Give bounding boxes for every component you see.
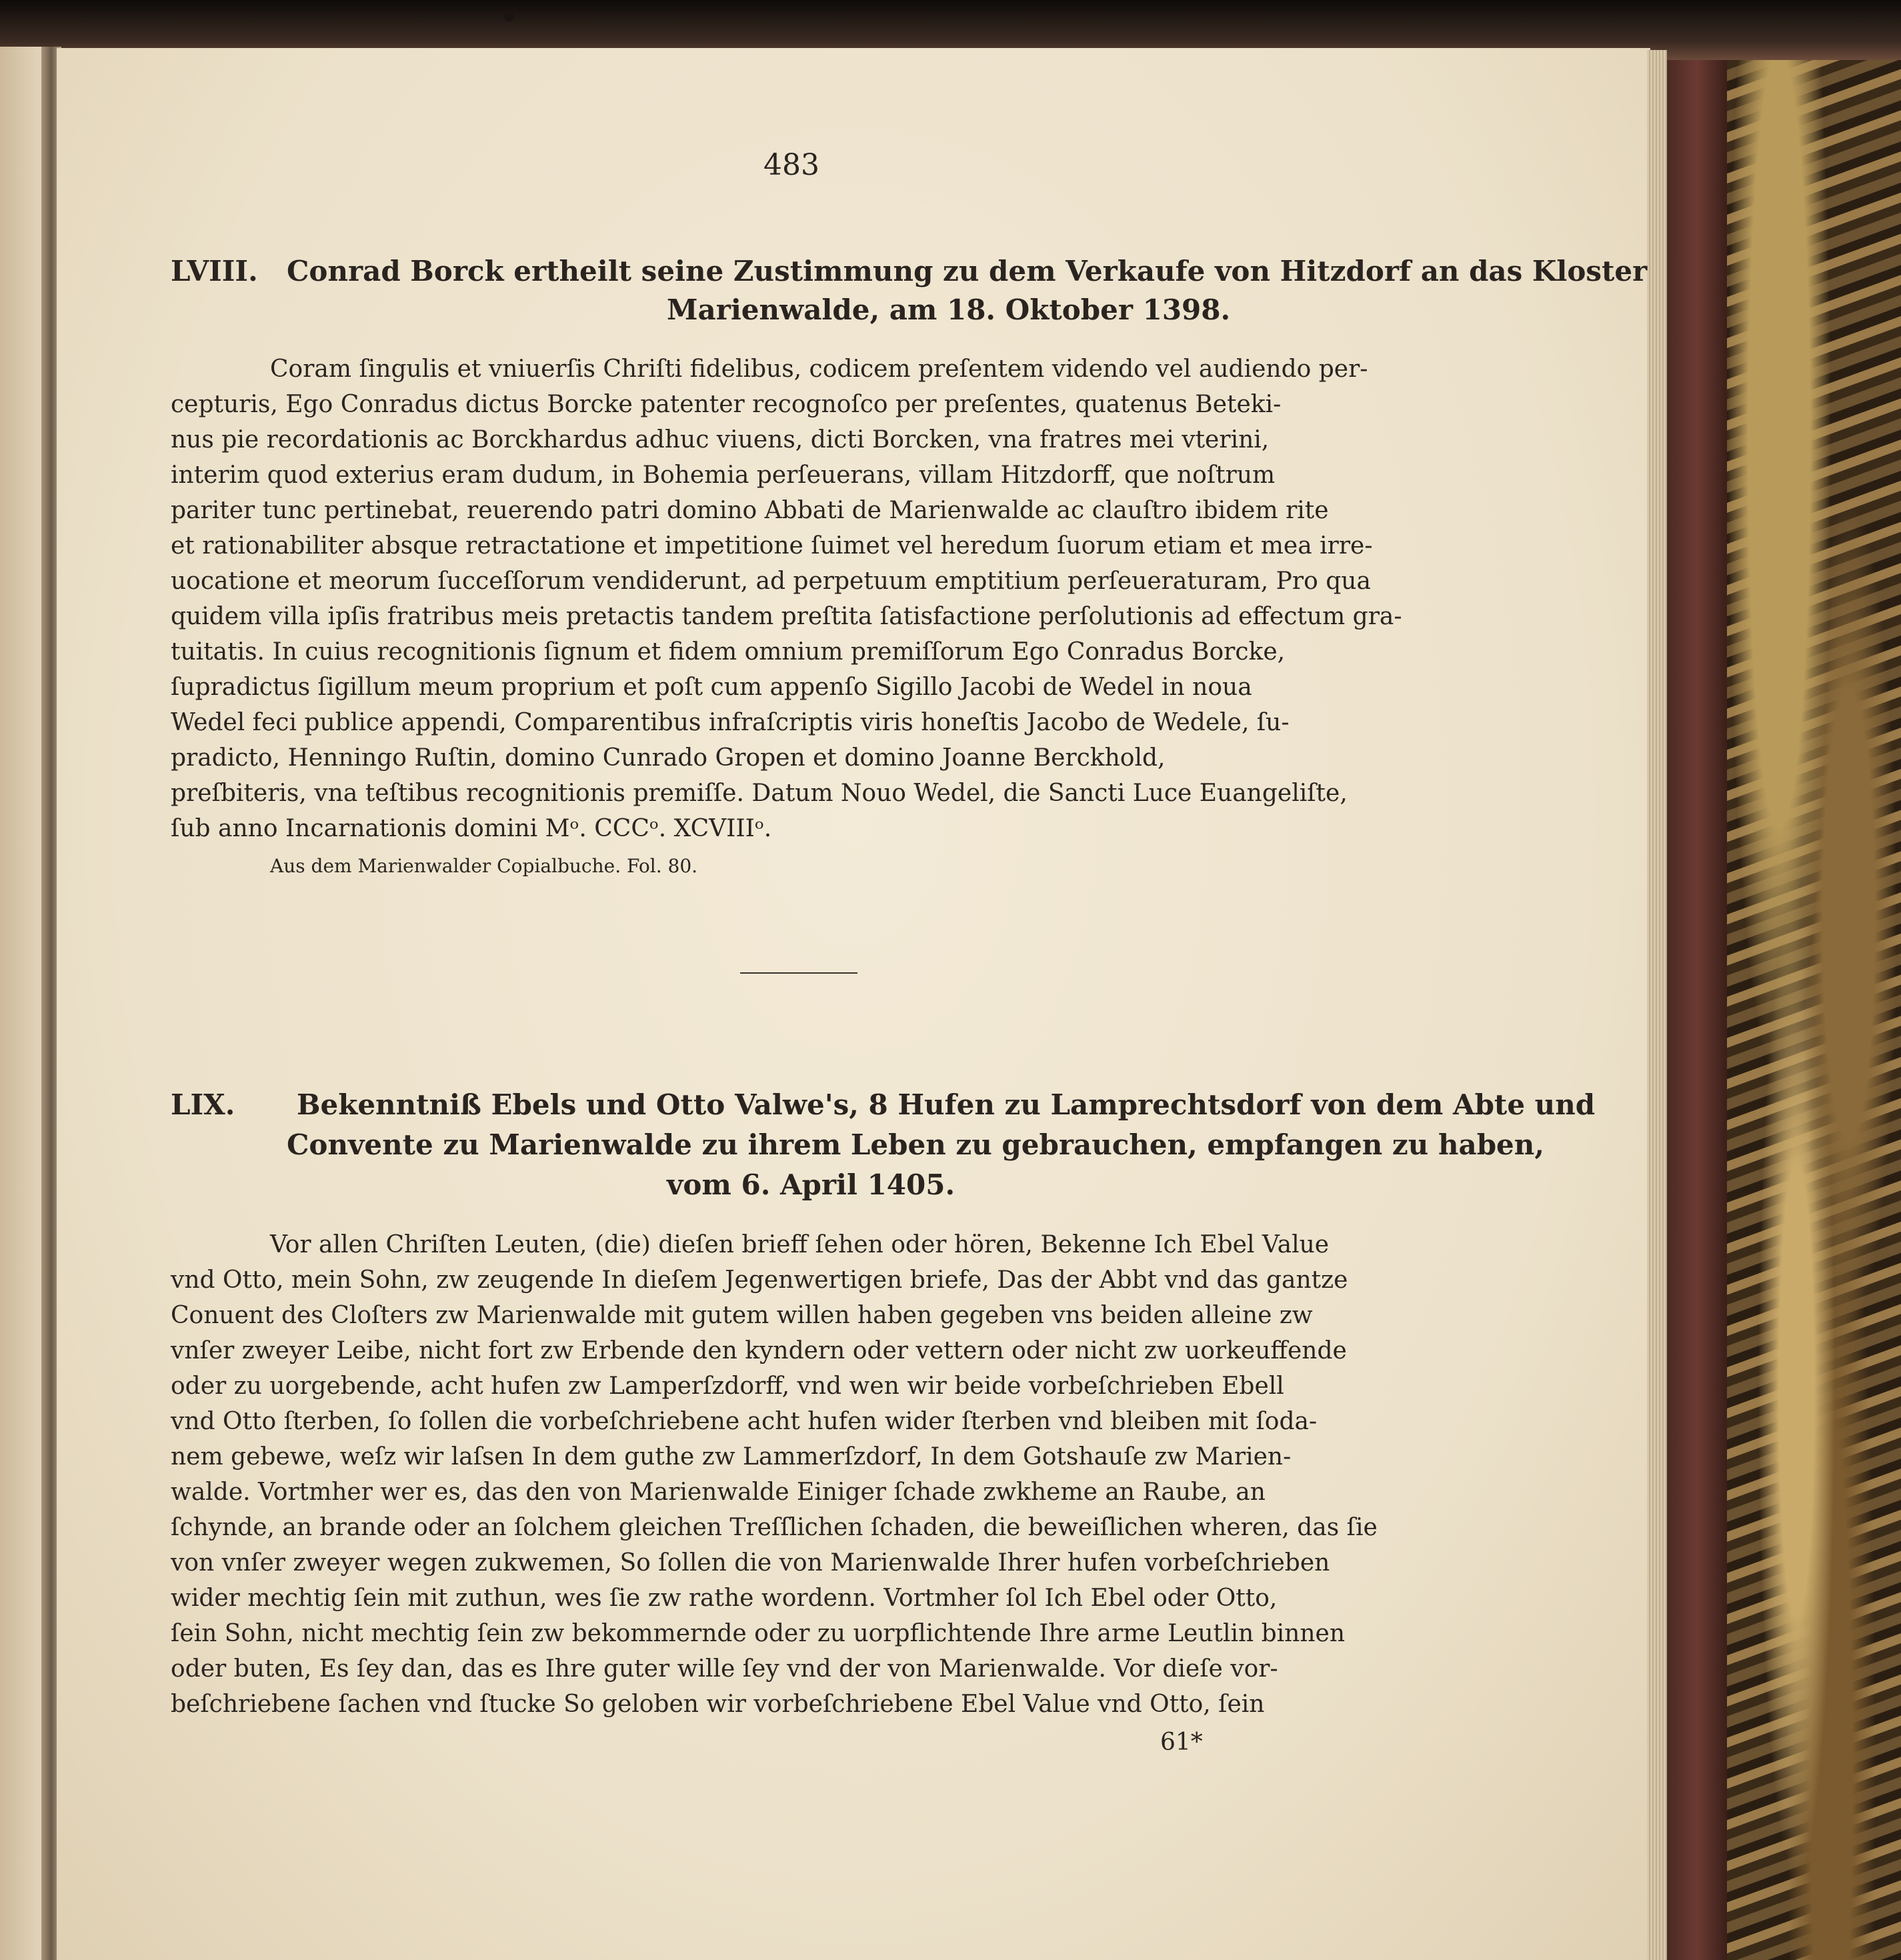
text-line: Wedel feci publice appendi, Comparentibus infraſcriptis viris honeſtis Jacobo de Wedele, ſu- [171, 709, 1290, 736]
text-line: nem gebewe, weſz wir laſsen In dem guthe zw Lammerſzdorf, In dem Gotshauſe zw Marien- [171, 1443, 1292, 1471]
text-line: von vnſer zweyer wegen zukwemen, So ſollen die von Marienwalde Ihrer hufen vorbeſchrieben [171, 1549, 1330, 1577]
text-line: oder buten, Es ſey dan, das es Ihre guter wille ſey vnd der von Marienwalde. Vor dieſe vor- [171, 1655, 1278, 1683]
text-line: vnd Otto ſterben, ſo ſollen die vorbeſchriebene acht hufen wider ſterben vnd bleiben mit ſoda- [171, 1408, 1318, 1435]
text-line: pariter tunc pertinebat, reuerendo patri domino Abbati de Marienwalde ac clauſtro ibidem rite [171, 497, 1329, 524]
marbled-cover [1727, 60, 1901, 1960]
text-line: oder zu uorgebende, acht hufen zw Lamperſzdorff, vnd wen wir beide vorbeſchrieben Ebell [171, 1372, 1284, 1400]
page-edges [1647, 50, 1667, 1960]
section-title-line: vom 6. April 1405. [667, 1168, 956, 1201]
text-line: uocatione et meorum ſucceſſorum vendiderunt, ad perpetuum emptitium perſeueraturam, Pro qua [171, 568, 1371, 595]
text-line: ſub anno Incarnationis domini Mᵒ. CCCᵒ. XCVIIIᵒ. [171, 815, 772, 842]
text-line: quidem villa ipſis fratribus meis pretactis tandem preſtita ſatisfactione perſolutionis ad effectum gra- [171, 603, 1402, 630]
text-line: Coram ſingulis et vniuerſis Chriſti fidelibus, codicem preſentem videndo vel audiendo per- [270, 355, 1368, 383]
text-line: ſein Sohn, nicht mechtig ſein zw bekommernde oder zu uorpflichtende Ihre arme Leutlin binnen [171, 1620, 1346, 1647]
text-line: ſupradictus ſigillum meum proprium et poſt cum appenſo Sigillo Jacobi de Wedel in noua [171, 674, 1252, 701]
text-line: vnſer zweyer Leibe, nicht fort zw Erbende den kyndern oder vettern oder nicht zw uorkeuffende [171, 1337, 1347, 1364]
text-line: et rationabiliter absque retractatione et impetitione ſuimet vel heredum ſuorum etiam et mea irre- [171, 532, 1373, 560]
binding-dot [505, 12, 514, 21]
text-line: walde. Vortmher wer es, das den von Marienwalde Einiger ſchade zwkheme an Raube, an [171, 1479, 1266, 1506]
section-title-line: Convente zu Marienwalde zu ihrem Leben zu gebrauchen, empfangen zu haben, [287, 1128, 1544, 1161]
section-divider [740, 972, 857, 974]
section-number: LVIII. [171, 255, 258, 287]
text-line: beſchriebene ſachen vnd ſtucke So geloben wir vorbeſchriebene Ebel Value vnd Otto, ſein [171, 1691, 1265, 1718]
section-title-line: Bekenntniß Ebels und Otto Valwe's, 8 Hufen zu Lamprechtsdorf von dem Abte und [297, 1088, 1596, 1121]
source-note: Aus dem Marienwalder Copialbuche. Fol. 80. [270, 855, 698, 877]
section-title-line: Marienwalde, am 18. Oktober 1398. [667, 293, 1231, 326]
text-line: ſchynde, an brande oder an ſolchem gleichen Treſſlichen ſchaden, die beweiſlichen wheren, das ſie [171, 1514, 1378, 1541]
section-title-line: Conrad Borck ertheilt seine Zustimmung zu dem Verkaufe von Hitzdorf an das Kloster [287, 255, 1648, 287]
text-line: vnd Otto, mein Sohn, zw zeugende In dieſem Jegenwertigen briefe, Das der Abbt vnd das gantze [171, 1266, 1348, 1294]
text-line: cepturis, Ego Conradus dictus Borcke patenter recognoſco per preſentes, quatenus Beteki- [171, 391, 1282, 418]
section-number: LIX. [171, 1088, 235, 1121]
text-line: Vor allen Chriſten Leuten, (die) dieſen brieff ſehen oder hören, Bekenne Ich Ebel Value [270, 1231, 1330, 1258]
page-number: 483 [763, 148, 819, 182]
text-line: nus pie recordationis ac Borckhardus adhuc viuens, dicti Borcken, vna fratres mei vterini, [171, 426, 1270, 453]
signature-mark: 61* [1160, 1729, 1203, 1756]
leather-binding [1667, 60, 1727, 1960]
text-line: Conuent des Cloſters zw Marienwalde mit gutem willen haben gegeben vns beiden alleine zw [171, 1302, 1313, 1329]
text-line: interim quod exterius eram dudum, in Bohemia perſeuerans, villam Hitzdorff, que noſtrum [171, 461, 1276, 489]
text-line: tuitatis. In cuius recognitionis ſignum et fidem omnium premiſſorum Ego Conradus Borcke, [171, 638, 1286, 666]
text-line: preſbiteris, vna teſtibus recognitionis premiſſe. Datum Nouo Wedel, die Sancti Luce Euangeliſte, [171, 780, 1348, 807]
text-line: pradicto, Henningo Ruſtin, domino Cunrado Gropen et domino Joanne Berckhold, [171, 744, 1166, 772]
text-line: wider mechtig ſein mit zuthun, wes ſie zw rathe wordenn. Vortmher ſol Ich Ebel oder Otto, [171, 1585, 1278, 1612]
